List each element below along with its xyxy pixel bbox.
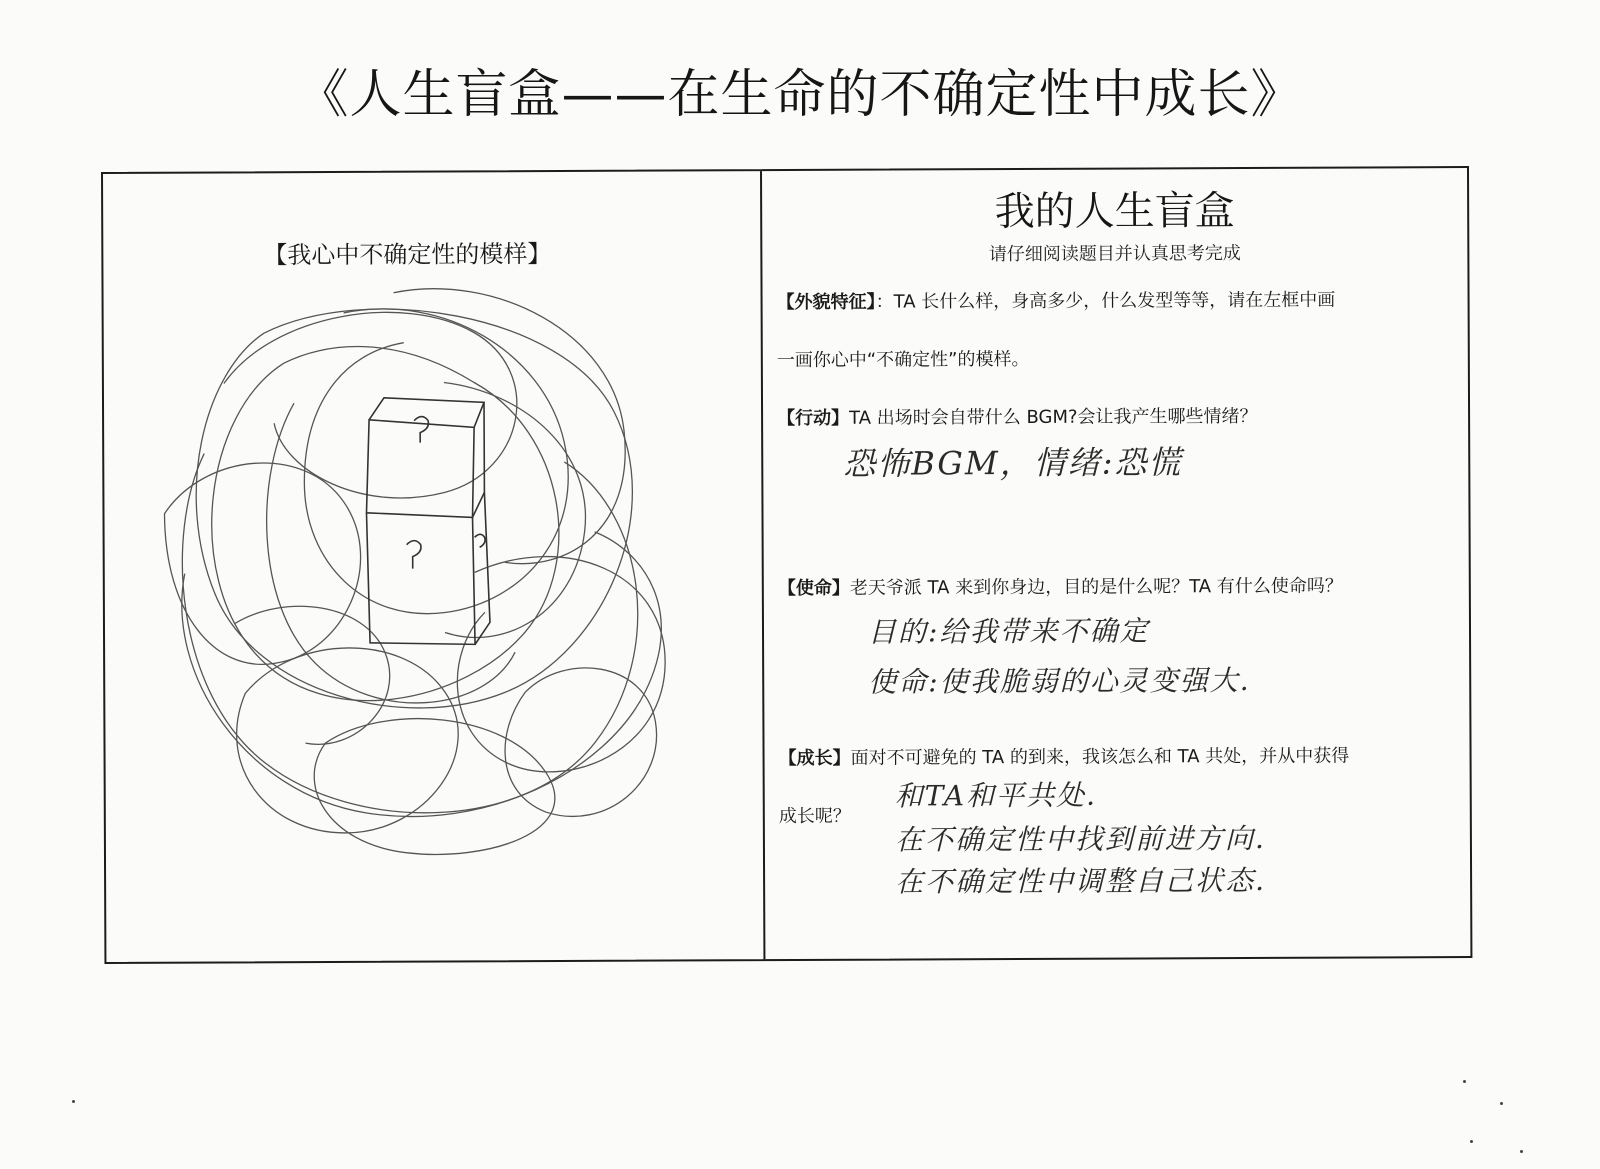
growth-question-line1 — [779, 747, 1350, 769]
mission-label: 【使命】 — [777, 577, 850, 600]
scan-speck — [1520, 1150, 1523, 1153]
growth-label: 【成长】 — [778, 747, 851, 770]
growth-prompt: 面对不可避免的 TA 的到来，我该怎么和 TA 共处，并从中获得 — [850, 745, 1350, 769]
appearance-prompt: ：TA 长什么样，身高多少，什么发型等等，请在左框中画 — [875, 289, 1336, 313]
growth-answer-line3: 在不确定性中调整自己状态. — [895, 863, 1267, 899]
growth-answer-line2: 在不确定性中找到前进方向. — [894, 821, 1266, 857]
action-question — [777, 407, 1258, 429]
growth-answer-line1: 和TA和平共处. — [894, 778, 1098, 813]
worksheet-title: 《人生盲盒——在生命的不确定性中成长》 — [296, 65, 1304, 125]
blind-box-title: 我的人生盲盒 — [994, 188, 1235, 236]
drawing-panel — [103, 171, 763, 962]
appearance-question-line1 — [777, 291, 1336, 313]
scan-speck — [1463, 1080, 1466, 1083]
action-prompt: TA 出场时会自带什么 BGM?会让我产生哪些情绪？ — [849, 405, 1258, 429]
scan-speck — [72, 1100, 75, 1103]
uncertainty-drawing — [143, 271, 706, 873]
action-answer: 恐怖BGM，情绪:恐慌 — [843, 443, 1183, 483]
scan-speck — [1500, 1102, 1503, 1105]
appearance-label: 【外貌特征】 — [776, 291, 876, 314]
mission-question — [778, 577, 1343, 599]
mission-answer-purpose: 目的:给我带来不确定 — [867, 614, 1150, 649]
appearance-question-line2: 一画你心中“不确定性”的模样。 — [776, 348, 1030, 372]
drawing-heading: 【我心中不确定性的模样】 — [263, 240, 552, 270]
action-label: 【行动】 — [777, 407, 850, 430]
mission-prompt: 老天爷派 TA 来到你身边，目的是什么呢？TA 有什么使命吗？ — [849, 575, 1343, 599]
growth-question-line2: 成长呢？ — [778, 805, 851, 828]
blind-box-instruction: 请仔细阅读题目并认真思考完成 — [988, 243, 1241, 266]
scan-speck — [1470, 1140, 1473, 1143]
worksheet-frame — [101, 166, 1472, 964]
mission-answer-mission: 使命:使我脆弱的心灵变强大. — [868, 663, 1251, 699]
blind-box-panel — [762, 168, 1470, 959]
